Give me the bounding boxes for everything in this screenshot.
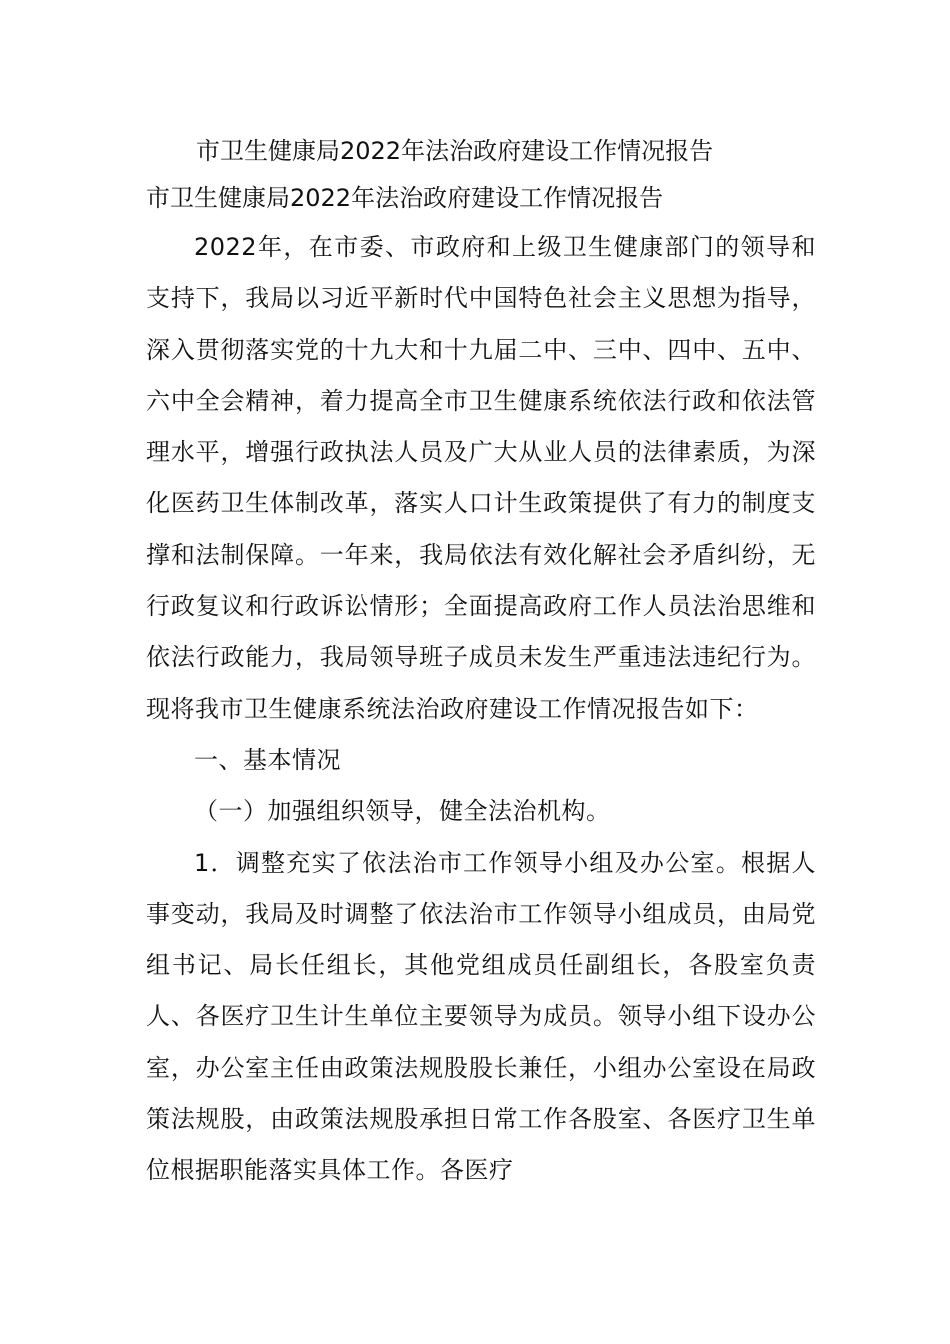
heading-basic-situation: 一、基本情况 — [194, 745, 341, 774]
paragraph-intro: 2022年，在市委、市政府和上级卫生健康部门的领导和支持下，我局以习近平新时代中国特色社会主义思想为指导，深入贯彻落实党的十九大和十九届二中、三中、四中、五中、六中全会精神，着力提高全市卫生健康系统依法行政和依法管理水平，增强行政执法人员及广大从业人员的法律素质，为深化医药卫生体制改革，落实人口计生政策提供了有力的制度支撑和法制保障。一年来，我局依法有效化解社会矛盾纠纷，无行政复议和行政诉讼情形；全面提高政府工作人员法治思维和依法行政能力，我局领导班子成员未发生严重违法违纪行为。现将我市卫生健康系统法治政府建设工作情况报告如下： — [146, 233, 816, 723]
paragraph-item-1: 1．调整充实了依法治市工作领导小组及办公室。根据人事变动，我局及时调整了依法治市工作领导小组成员，由局党组书记、局长任组长，其他党组成员任副组长，各股室负责人、各医疗卫生计生单位主要领导为成员。领导小组下设办公室，办公室主任由政策法规股股长兼任，小组办公室设在局政策法规股，由政策法规股承担日常工作各股室、各医疗卫生单位根据职能落实具体工作。各医疗 — [146, 848, 816, 1185]
document-body — [146, 128, 816, 1197]
document-subtitle: 市卫生健康局2022年法治政府建设工作情况报告 — [146, 184, 664, 212]
document-title: 市卫生健康局2022年法治政府建设工作情况报告 — [196, 137, 714, 165]
subheading-organization: （一）加强组织领导，健全法治机构。 — [194, 797, 611, 826]
